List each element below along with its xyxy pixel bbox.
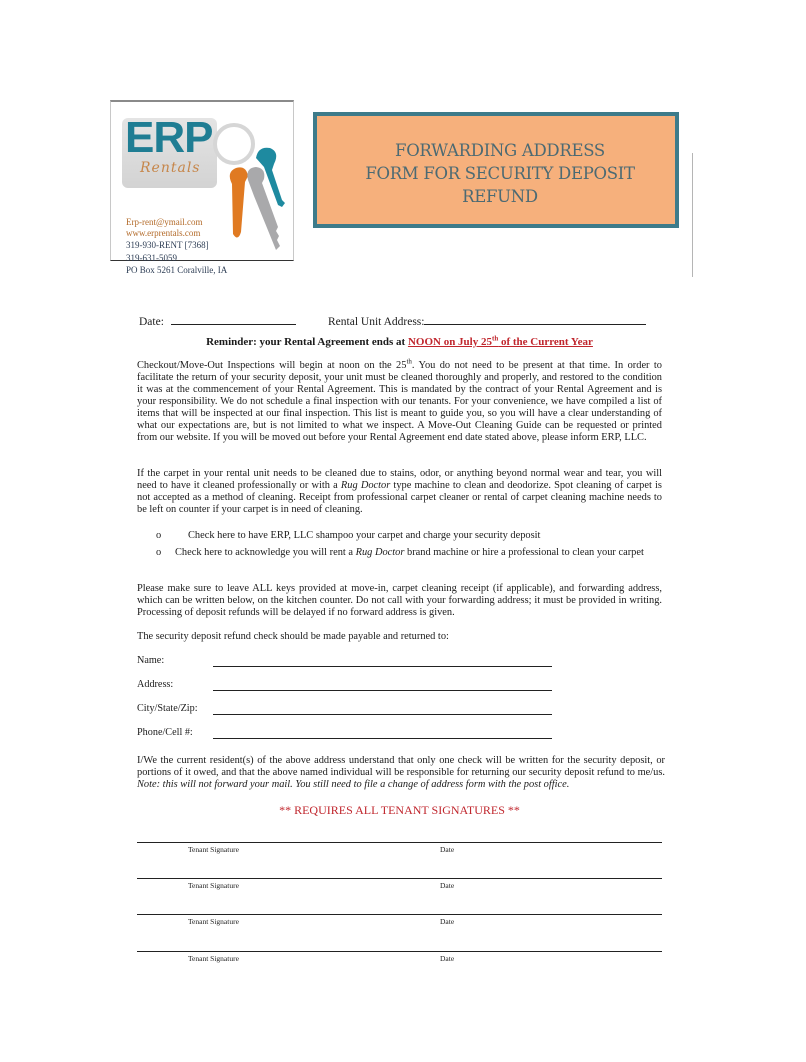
field-label: Address: [137, 679, 174, 690]
signatures-required-banner: ** REQUIRES ALL TENANT SIGNATURES ** [279, 803, 520, 817]
contact-phone-2: 319-631-5059 [126, 253, 177, 263]
date-label-2: Date [440, 881, 455, 890]
refund-field-name [137, 655, 164, 669]
field-label: City/State/Zip: [137, 703, 198, 714]
keys-icon [200, 122, 292, 252]
reminder-deadline-suffix: of the Current Year [498, 336, 593, 348]
reminder-deadline-text: NOON on July 25 [407, 336, 492, 348]
p2-brand: Rug Doctor [340, 480, 391, 491]
signature-line-1[interactable] [137, 842, 662, 843]
signature-label-2: Tenant Signature [188, 881, 239, 890]
field-label: Name: [137, 655, 165, 666]
contact-phone-1: 319-930-RENT [7368] [126, 240, 209, 250]
cb2-text-rest: brand machine or hire a professional to clean your carpet [404, 547, 644, 558]
signature-label-3: Tenant Signature [188, 917, 239, 926]
signature-line-4[interactable] [137, 951, 662, 952]
date-input-line[interactable] [171, 313, 296, 325]
refund-field-phone [137, 727, 193, 741]
contact-email[interactable]: Erp-rent@ymail.com [126, 217, 203, 227]
p5-note: Note: this will not forward your mail. You still need to file a change of address form with the post office. [137, 779, 570, 790]
vertical-divider [692, 153, 693, 277]
page-title [365, 139, 634, 208]
city-state-zip-input-line[interactable] [213, 714, 552, 715]
p3-text: Please make sure to leave ALL keys provided at move-in, carpet cleaning receipt (if applicable), and forwarding address, which can be written below, on the kitchen counter. Do not call with your forwarding address; it must be provided in writing. Processing of deposit refunds will be delayed if no forward address is given. [137, 583, 662, 618]
checkbox-shampoo[interactable] [156, 530, 540, 542]
logo-subtitle: Rentals [140, 160, 201, 176]
p4-text: The security deposit refund check should be made payable and returned to: [137, 631, 449, 642]
title-line-3: REFUND [462, 186, 538, 206]
reminder-line [137, 336, 662, 348]
refund-field-address [137, 679, 173, 693]
key-ring [215, 125, 253, 163]
key-orange [230, 167, 248, 237]
checkbox-bullet[interactable]: o [156, 530, 162, 541]
title-line-1: FORWARDING ADDRESS [395, 140, 605, 160]
signature-line-2[interactable] [137, 878, 662, 879]
signature-label-1: Tenant Signature [188, 845, 239, 854]
field-label: Phone/Cell #: [137, 727, 193, 738]
signature-line-3[interactable] [137, 914, 662, 915]
reminder-deadline [408, 336, 593, 348]
signature-label-4: Tenant Signature [188, 954, 239, 963]
date-field [139, 313, 296, 328]
date-label-4: Date [440, 954, 455, 963]
checkbox-rug-doctor[interactable] [156, 547, 656, 559]
checkbox-shampoo-label: Check here to have ERP, LLC shampoo your carpet and charge your security deposit [188, 530, 541, 541]
contact-po-box: PO Box 5261 Coralville, IA [126, 265, 228, 275]
p1-sup: th [406, 357, 412, 366]
inspection-paragraph [137, 357, 662, 444]
rental-address-label: Rental Unit Address: [328, 316, 425, 328]
name-input-line[interactable] [213, 666, 552, 667]
contact-website[interactable]: www.erprentals.com [126, 228, 201, 238]
rental-address-field [328, 313, 646, 328]
p2-text-rest: type machine to clean and deodorize. Spot cleaning of carpet is not accepted as a method of cleaning. Receipt from professional carpet cleaner or rental of carpet cleaning machine needs to be left on counter if your carpet is in need of cleaning. [137, 480, 662, 515]
p5-text: I/We the current resident(s) of the above address understand that only one check will be written for the security deposit, or portions of it owed, and that the above named individual will be responsible for returning our security deposit refund to me/us. [137, 755, 665, 778]
date-label: Date: [139, 316, 164, 328]
address-input-line[interactable] [213, 690, 552, 691]
carpet-paragraph [137, 468, 662, 516]
phone-input-line[interactable] [213, 738, 552, 739]
p2-text: If the carpet in your rental unit needs to be cleaned due to stains, odor, or anything beyond normal wear and tear, you will need to have it cleaned professionally or with a [137, 468, 662, 491]
cb2-text: Check here to acknowledge you will rent a [175, 547, 356, 558]
checkbox-bullet[interactable]: o [156, 547, 162, 558]
reminder-prefix: Reminder: your Rental Agreement ends at [206, 336, 408, 348]
p1-text-rest: . You do not need to be present at that time. In order to facilitate the return of your security deposit, your unit must be cleaned thoroughly and properly, and restored to the condition it was at the commencement of your Rental Agreement. This is mandated by the contract of your Rental Agreement and is your responsibility. We do not schedule a final inspection with our tenants. For your convenience, we have compiled a list of items that will be inspected at our final inspection. This list is meant to guide you, so you will have a clear understanding of what our expectations are, but is not limited to what we inspect. A Move-Out Cleaning Guide can be requested or printed from our website. If you will be moved out before your Rental Agreement end date stated above, please inform ERP, LLC. [137, 360, 662, 443]
title-line-2: FORM FOR SECURITY DEPOSIT [365, 163, 635, 183]
p1-text: Checkout/Move-Out Inspections will begin at noon on the 25 [137, 360, 407, 371]
date-label-1: Date [440, 845, 455, 854]
reminder-deadline-sup: th [491, 334, 499, 343]
refund-field-city-state-zip [137, 703, 198, 717]
date-label-3: Date [440, 917, 455, 926]
rental-address-input-line[interactable] [424, 313, 646, 325]
title-banner [313, 112, 679, 228]
checkbox-rug-doctor-label [175, 547, 656, 559]
keys-paragraph [137, 583, 662, 619]
acknowledgement-paragraph [137, 755, 665, 791]
cb2-brand: Rug Doctor [355, 547, 405, 558]
logo-brand: ERP [125, 113, 213, 162]
payable-paragraph [137, 631, 662, 643]
